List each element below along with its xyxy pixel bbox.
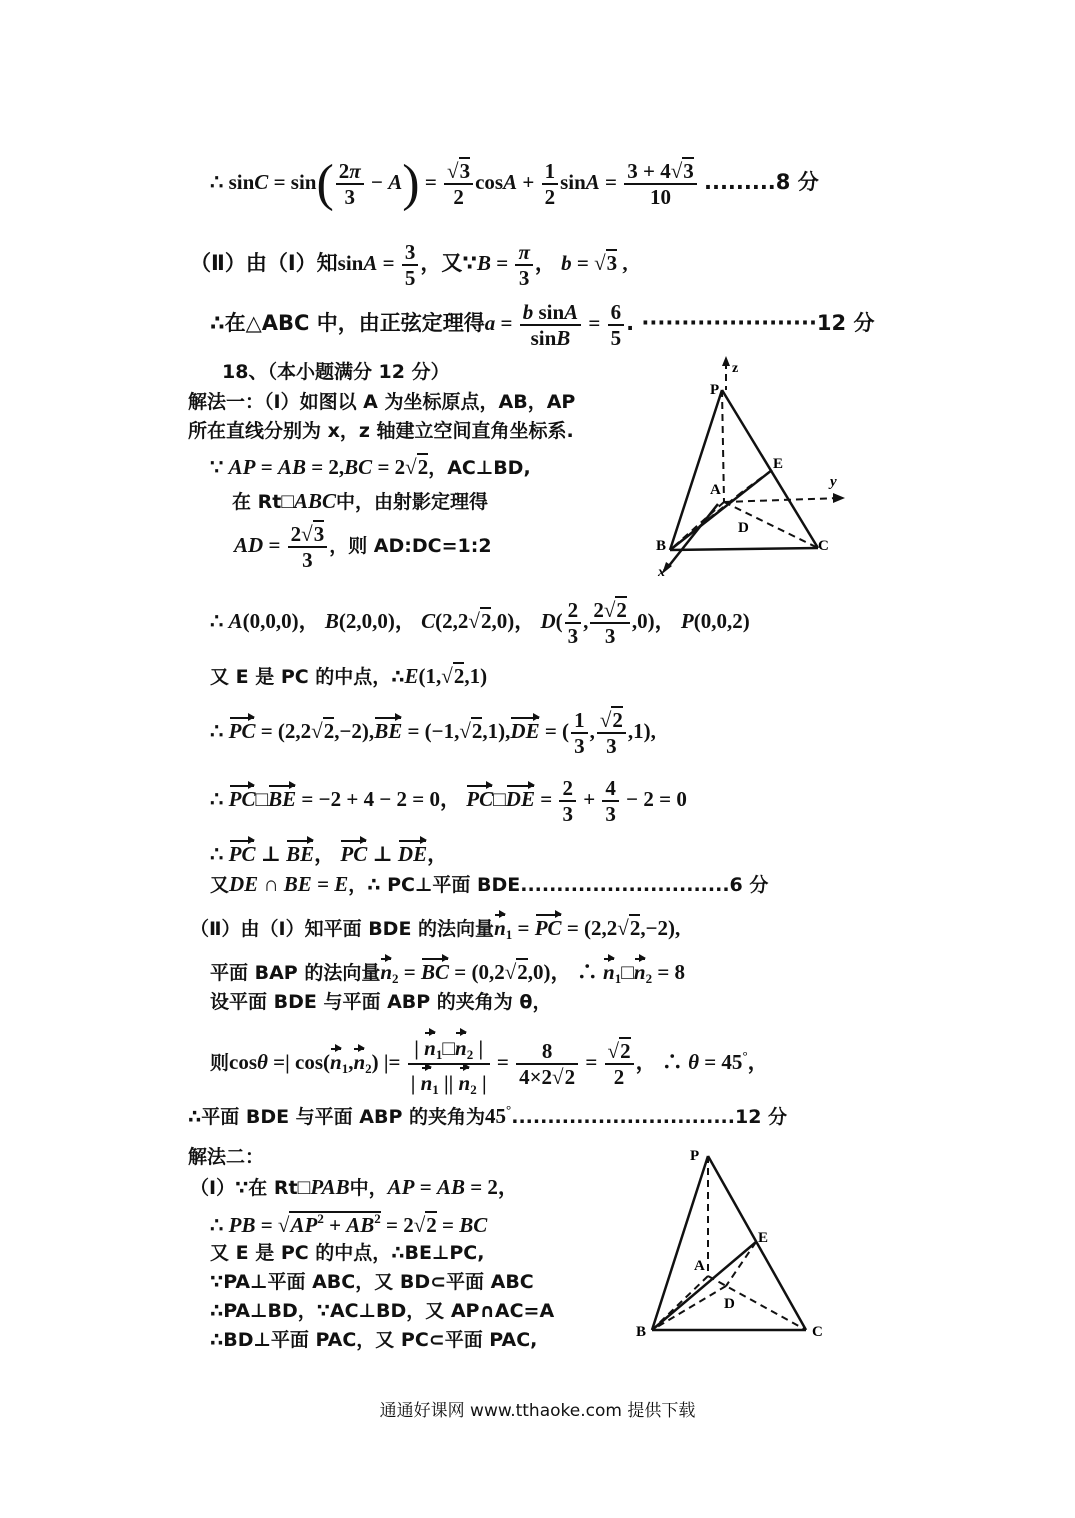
eq-perpendicular: ∴ PC ⊥ BE， PC ⊥ DE， — [210, 838, 448, 865]
line-s2-1: （Ⅰ）∵在 Rt□PAB中，AP = AB = 2， — [190, 1175, 519, 1199]
label-P: P — [710, 382, 720, 398]
fig2-label-C: C — [812, 1324, 823, 1340]
solution2-title: 解法二： — [188, 1146, 265, 1168]
line-s2-5: ∴PA⊥BD，∵AC⊥BD，又 AP∩AC=A — [210, 1300, 555, 1322]
label-E: E — [773, 456, 784, 472]
line-s2-4: ∵PA⊥平面 ABC，又 BD⊂平面 ABC — [210, 1271, 534, 1293]
fig2-label-E: E — [758, 1230, 769, 1246]
eq-sinC: ∴ sinC = sin( $\frac{2\pi}{3}$ − A) = $\frac{√3}{2}$ cosA + $\frac{1}{2}$ sinA = $\frac{3 + 4√3}{10}$ .........8 分 — [210, 155, 819, 212]
score-8: .........8 分 — [703, 169, 819, 194]
line-AD: AD = $\frac{2√3}{3}$ ，则 AD:DC=1:2 — [234, 522, 492, 573]
label-A: A — [710, 482, 721, 498]
solution1-title-2: 所在直线分别为 x，z 轴建立空间直角坐标系. — [188, 420, 574, 442]
eq-dot-products: ∴ PC□BE = −2 + 4 − 2 = 0， PC□DE = $\frac{2}{3}$ + $\frac{4}{3}$ − 2 = 0 — [210, 776, 687, 827]
label-B: B — [656, 538, 667, 554]
line-projection: 在 Rt□ABC中，由射影定理得 — [232, 489, 489, 513]
line-s2-2: ∴ PB = $√AP^2 + AB^2 = 2√2$ = BC — [210, 1211, 488, 1237]
line-conditions: ∵ AP = AB = 2,BC = 2√2，AC⊥BD, — [210, 455, 531, 479]
line-midpoint-E: 又 E 是 PC 的中点，∴E(1,√2,1) — [210, 664, 488, 688]
line-s2-3: 又 E 是 PC 的中点，∴BE⊥PC, — [210, 1242, 485, 1264]
label-x: x — [658, 565, 665, 580]
fig2-label-P: P — [690, 1148, 700, 1164]
line-normal-1: （Ⅱ）由（Ⅰ）知平面 BDE 的法向量$n_1$ = PC = (2,2√2,−2), — [190, 912, 680, 941]
solution1-title: 解法一：（Ⅰ）如图以 A 为坐标原点，AB，AP — [188, 391, 576, 413]
score-12b: ...............................12 分 — [511, 1106, 788, 1128]
footer: 通通好课网 www.tthaoke.com 提供下载 — [379, 1401, 696, 1421]
line-normal-2: 平面 BAP 的法向量$n_2$ = BC = (0,2√2,0)， ∴ $n_1□n_2 = 8$ — [210, 956, 685, 985]
figure-coordinate-pyramid — [640, 352, 880, 582]
fig2-label-A: A — [694, 1258, 705, 1274]
score-12a: . ······················12 分 — [626, 310, 875, 335]
line-s2-6: ∴BD⊥平面 PAC，又 PC⊂平面 PAC, — [210, 1329, 538, 1351]
score-6: 平面 BDE.............................6 分 — [432, 874, 769, 896]
line-set-angle: 设平面 BDE 与平面 ABP 的夹角为 θ， — [210, 991, 552, 1013]
fig2-label-B: B — [636, 1324, 647, 1340]
label-D: D — [738, 520, 749, 536]
label-z: z — [732, 361, 739, 376]
line-sine-law: ∴在△ABC 中，由正弦定理得a = $\frac{\text{b sinA}}{\sin B}$ = $\frac{6}{5}$ . ······················12 分 — [210, 300, 875, 351]
figure-pyramid-2 — [630, 1140, 840, 1350]
eq-vectors: ∴ PC = (2,2√2,−2),BE = (−1,√2,1),DE = ( $\frac{1}{3}$ , $\frac{√2}{3}$ ,1), — [210, 708, 656, 759]
eq-coordinates: ∴ A(0,0,0)， B(2,0,0)， C(2,2√2,0)， D( $\frac{2}{3}$ , $\frac{2√2}{3}$ ,0)， P(0,0,2) — [210, 598, 750, 649]
fig2-label-D: D — [724, 1296, 735, 1312]
line-part2-given: （Ⅱ）由（Ⅰ）知sinA = $\frac{3}{5}$ ，又∵B = $\frac{\pi}{3}$ ， b = √3 , — [190, 240, 628, 291]
line-angle-conclusion: ∴平面 BDE 与平面 ABP 的夹角为45°...............................12 分 — [188, 1102, 788, 1128]
question-18-title: 18、（本小题满分 12 分） — [222, 361, 450, 383]
label-C: C — [818, 538, 829, 554]
label-y: y — [830, 474, 837, 490]
eq-cos-theta: 则cosθ =| $\cos(n_1,n_2)$ |= $\frac{| n_1□n_2 |}{| n_1 || n_2 |}$ = $\frac{8}{4\times 2√2}$ = $\frac{√2}{2}$ ， ∴ θ = 45°， — [210, 1030, 769, 1098]
line-plane-conclusion: 又DE ∩ BE = E，∴ PC⊥平面 BDE.............................6 分 — [210, 872, 769, 896]
